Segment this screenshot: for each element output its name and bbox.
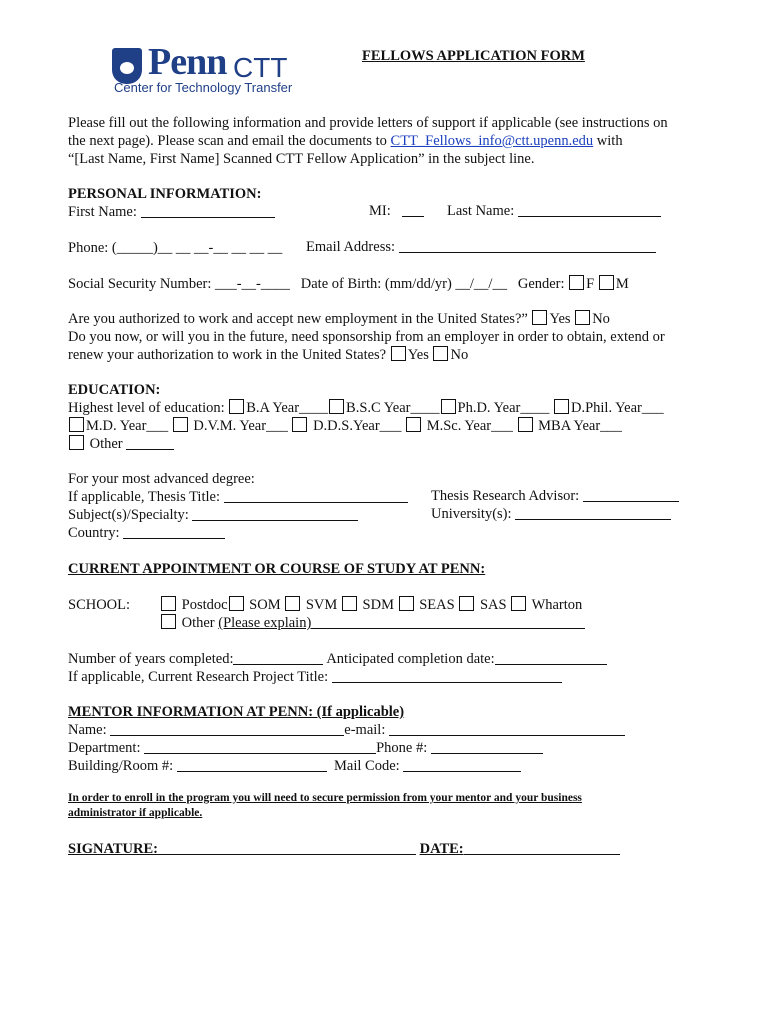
- degree-other-checkbox[interactable]: [69, 435, 84, 450]
- thesis-title-row: [68, 488, 408, 506]
- degree-dvm-label: D.V.M. Year___: [193, 418, 288, 434]
- country-field[interactable]: [123, 525, 225, 539]
- logo-subtitle: Center for Technology Transfer: [114, 80, 293, 95]
- highest-education-label: Highest level of education:: [68, 400, 225, 416]
- intro-line-2: [68, 132, 623, 150]
- last-name-field[interactable]: [518, 203, 661, 217]
- years-field[interactable]: [233, 651, 323, 665]
- country-label: Country:: [68, 525, 120, 541]
- education-heading: EDUCATION:: [68, 382, 161, 398]
- intro-line-1: Please fill out the following information and provide letters of support if applicable (see instructions on: [68, 115, 668, 131]
- ssn-field[interactable]: Social Security Number: ___-__-____: [68, 276, 290, 292]
- subject-field[interactable]: [192, 507, 358, 521]
- mi-label: MI:: [369, 203, 391, 219]
- mentor-department-label: Department:: [68, 740, 141, 756]
- school-sas-checkbox[interactable]: [459, 596, 474, 611]
- intro-text-suffix: with: [593, 133, 623, 149]
- school-seas-checkbox[interactable]: [399, 596, 414, 611]
- first-name-row: [68, 203, 275, 221]
- school-other-label: Other: [181, 615, 215, 631]
- dob-field[interactable]: Date of Birth: (mm/dd/yr) __/__/__: [300, 276, 507, 292]
- gender-male-checkbox[interactable]: [599, 275, 614, 290]
- gender-label: Gender:: [517, 276, 565, 292]
- email-label: Email Address:: [306, 239, 396, 255]
- school-svm-label: SVM: [305, 597, 338, 613]
- country-row: [68, 524, 225, 542]
- school-wharton-label: Wharton: [531, 597, 583, 613]
- first-name-label: First Name:: [68, 204, 137, 220]
- date-field[interactable]: [464, 841, 620, 855]
- mentor-building-row: [68, 757, 521, 775]
- appointment-heading: CURRENT APPOINTMENT OR COURSE OF STUDY AT PENN:: [68, 561, 486, 577]
- work-auth-no-label: No: [592, 311, 610, 327]
- mentor-phone-label: Phone #:: [376, 740, 428, 756]
- school-explain-label: (Please explain): [218, 615, 312, 631]
- school-sdm-checkbox[interactable]: [342, 596, 357, 611]
- thesis-advisor-label: Thesis Research Advisor:: [431, 488, 580, 504]
- project-label: If applicable, Current Research Project Title:: [68, 669, 329, 685]
- thesis-advisor-row: [431, 488, 679, 505]
- school-other-row: [160, 614, 585, 632]
- degree-msc-label: M.Sc. Year___: [426, 418, 513, 434]
- school-label: SCHOOL:: [68, 597, 131, 613]
- degree-ba-label: B.A Year____: [246, 400, 329, 416]
- sponsor-question-2: renew your authorization to work in the United States?: [68, 347, 387, 363]
- signature-label: SIGNATURE:: [68, 841, 158, 857]
- degree-dds-checkbox[interactable]: [292, 417, 307, 432]
- years-row: [68, 650, 607, 668]
- education-row-3: [68, 435, 174, 453]
- intro-line-3: “[Last Name, First Name] Scanned CTT Fellow Application” in the subject line.: [68, 151, 535, 167]
- degree-other-label: Other: [89, 436, 123, 452]
- degree-dds-label: D.D.S.Year___: [313, 418, 402, 434]
- mentor-name-field[interactable]: [110, 722, 344, 736]
- mentor-department-row: [68, 739, 543, 757]
- thesis-advisor-field[interactable]: [583, 488, 679, 502]
- signature-row: [68, 840, 620, 858]
- phone-row: [68, 239, 282, 257]
- penn-shield-logo: [112, 48, 142, 84]
- personal-heading: PERSONAL INFORMATION:: [68, 186, 262, 202]
- email-field[interactable]: [399, 239, 656, 253]
- mentor-mailcode-label: Mail Code:: [334, 758, 400, 774]
- mentor-heading: MENTOR INFORMATION AT PENN: (If applicable): [68, 704, 405, 720]
- school-som-checkbox[interactable]: [229, 596, 244, 611]
- school-explain-field[interactable]: [311, 615, 585, 629]
- last-name-row: [447, 203, 661, 220]
- subject-label: Subject(s)/Specialty:: [68, 507, 189, 523]
- sponsor-no-label: No: [450, 347, 469, 363]
- school-svm-checkbox[interactable]: [285, 596, 300, 611]
- thesis-title-label: If applicable, Thesis Title:: [68, 489, 220, 505]
- gender-male-label: M: [615, 276, 629, 292]
- school-som-label: SOM: [249, 597, 281, 613]
- mentor-email-field[interactable]: [389, 722, 625, 736]
- work-auth-yes-label: Yes: [549, 311, 571, 327]
- degree-mba-label: MBA Year___: [538, 418, 622, 434]
- work-auth-no-checkbox[interactable]: [575, 310, 590, 325]
- degree-other-field[interactable]: [126, 436, 174, 450]
- subject-row: [68, 506, 358, 524]
- project-field[interactable]: [332, 669, 562, 683]
- school-sas-label: SAS: [479, 597, 507, 613]
- mentor-department-field[interactable]: [144, 740, 376, 754]
- notice-line-1: In order to enroll in the program you will need to secure permission from your mentor and your business: [68, 792, 582, 804]
- form-title: FELLOWS APPLICATION FORM: [362, 48, 585, 64]
- gender-female-checkbox[interactable]: [569, 275, 584, 290]
- mentor-phone-field[interactable]: [431, 740, 543, 754]
- school-wharton-checkbox[interactable]: [511, 596, 526, 611]
- education-row-2: [68, 417, 622, 435]
- work-auth-question: Are you authorized to work and accept new employment in the United States?”: [68, 311, 528, 327]
- degree-msc-checkbox[interactable]: [406, 417, 421, 432]
- mentor-email-label: e-mail:: [344, 722, 386, 738]
- university-label: University(s):: [431, 506, 512, 522]
- logo-ctt-text: CTT: [233, 52, 288, 83]
- school-postdoc-label: Postdoc: [181, 597, 228, 613]
- advanced-degree-label: For your most advanced degree:: [68, 471, 255, 487]
- sponsor-no-checkbox[interactable]: [433, 346, 448, 361]
- sponsor-yes-checkbox[interactable]: [391, 346, 406, 361]
- logo-penn-text: Penn: [148, 41, 227, 83]
- degree-dphil-label: D.Phil. Year___: [570, 400, 664, 416]
- ssn-row: [68, 275, 629, 293]
- mentor-building-label: Building/Room #:: [68, 758, 174, 774]
- degree-bsc-checkbox[interactable]: [329, 399, 344, 414]
- school-postdoc-checkbox[interactable]: [161, 596, 176, 611]
- school-seas-label: SEAS: [419, 597, 455, 613]
- sponsor-yes-label: Yes: [407, 347, 429, 363]
- university-row: [431, 506, 671, 523]
- work-auth-yes-checkbox[interactable]: [532, 310, 547, 325]
- mi-row: [369, 203, 424, 220]
- notice-line-2: administrator if applicable.: [68, 807, 203, 819]
- gender-female-label: F: [586, 276, 595, 292]
- mentor-name-label: Name:: [68, 722, 107, 738]
- school-other-checkbox[interactable]: [161, 614, 176, 629]
- mentor-name-row: [68, 721, 625, 739]
- education-row-1: [68, 399, 664, 417]
- school-sdm-label: SDM: [362, 597, 394, 613]
- university-field[interactable]: [515, 506, 671, 520]
- mi-field[interactable]: [402, 203, 424, 217]
- degree-md-checkbox[interactable]: [69, 417, 84, 432]
- email-row: [306, 239, 656, 256]
- intro-text: the next page). Please scan and email the documents to: [68, 133, 391, 149]
- degree-ba-checkbox[interactable]: [229, 399, 244, 414]
- degree-mba-checkbox[interactable]: [518, 417, 533, 432]
- sponsor-row: [68, 346, 468, 364]
- degree-dvm-checkbox[interactable]: [173, 417, 188, 432]
- thesis-title-field[interactable]: [224, 489, 408, 503]
- completion-label: Anticipated completion date:: [326, 651, 495, 667]
- mentor-building-field[interactable]: [177, 758, 327, 772]
- date-label: DATE:: [419, 841, 464, 857]
- first-name-field[interactable]: [141, 204, 275, 218]
- mentor-mailcode-field[interactable]: [403, 758, 521, 772]
- work-auth-row: [68, 310, 610, 328]
- degree-phd-label: Ph.D. Year____: [457, 400, 550, 416]
- last-name-label: Last Name:: [447, 203, 515, 219]
- school-options-row: [160, 596, 582, 614]
- degree-md-label: M.D. Year___: [86, 418, 169, 434]
- degree-phd-checkbox[interactable]: [441, 399, 456, 414]
- signature-field[interactable]: [158, 841, 416, 855]
- email-link[interactable]: CTT_Fellows_info@ctt.upenn.edu: [390, 133, 594, 149]
- degree-bsc-label: B.S.C Year____: [346, 400, 440, 416]
- degree-dphil-checkbox[interactable]: [554, 399, 569, 414]
- completion-field[interactable]: [495, 651, 607, 665]
- years-label: Number of years completed:: [68, 651, 234, 667]
- sponsor-question-1: Do you now, or will you in the future, need sponsorship from an employer in order to obtain, extend or: [68, 329, 665, 345]
- phone-field[interactable]: Phone: (_____)__ __ __-__ __ __ __: [68, 240, 283, 256]
- project-row: [68, 668, 562, 686]
